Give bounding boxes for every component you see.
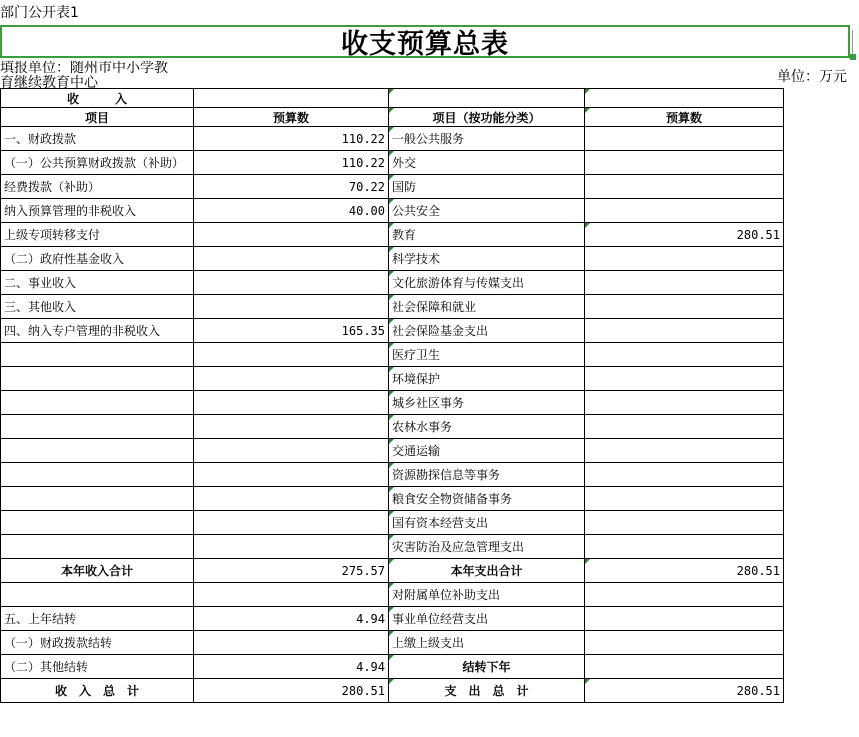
table-header-row [1, 89, 784, 108]
expense-value-cell[interactable] [585, 487, 784, 511]
expense-value-cell[interactable] [585, 631, 784, 655]
income-value-cell[interactable]: 275.57 [194, 559, 389, 583]
income-item-cell[interactable]: 三、其他收入 [1, 295, 194, 319]
expense-item-cell[interactable]: 外交 [389, 151, 585, 175]
title-cell[interactable] [0, 25, 850, 58]
table-row [1, 439, 784, 463]
income-value-cell[interactable]: 70.22 [194, 175, 389, 199]
expense-item-cell[interactable]: 粮食安全物资储备事务 [389, 487, 585, 511]
income-item-cell[interactable] [1, 415, 194, 439]
expense-value-cell[interactable] [585, 151, 784, 175]
expense-value-cell[interactable] [585, 199, 784, 223]
expense-value-cell[interactable]: 280.51 [585, 559, 784, 583]
table-row [1, 367, 784, 391]
expense-item-cell[interactable]: 社会保险基金支出 [389, 319, 585, 343]
income-value-cell[interactable] [194, 535, 389, 559]
expense-value-cell[interactable] [585, 295, 784, 319]
filler-unit: 填报单位：随州市中小学教育继续教育中心 [0, 61, 168, 89]
income-item-cell[interactable] [1, 535, 194, 559]
income-item-cell[interactable]: 一、财政拨款 [1, 127, 194, 151]
expense-item-cell[interactable]: 对附属单位补助支出 [389, 583, 585, 607]
income-item-cell[interactable]: （一）财政拨款结转 [1, 631, 194, 655]
table-row [1, 319, 784, 343]
expense-value-cell[interactable] [585, 127, 784, 151]
expense-value-cell[interactable] [585, 655, 784, 679]
table-row [1, 415, 784, 439]
income-value-cell[interactable]: 280.51 [194, 679, 389, 703]
expense-value-cell[interactable] [585, 439, 784, 463]
header-item-func[interactable]: 项目（按功能分类） [389, 108, 585, 127]
table-row [1, 583, 784, 607]
expense-item-cell[interactable]: 结转下年 [389, 655, 585, 679]
expense-item-cell[interactable]: 本年支出合计 [389, 559, 585, 583]
unit-label: 单位：万元 [777, 69, 847, 85]
page-title: 收支预算总表 [341, 29, 509, 60]
table-header-row [1, 108, 784, 127]
income-item-cell[interactable]: 纳入预算管理的非税收入 [1, 199, 194, 223]
table-row [1, 487, 784, 511]
header-budget-2[interactable]: 预算数 [585, 108, 784, 127]
income-item-cell[interactable]: 本年收入合计 [1, 559, 194, 583]
expense-item-cell[interactable]: 国有资本经营支出 [389, 511, 585, 535]
table-row [1, 679, 784, 703]
income-item-cell[interactable] [1, 463, 194, 487]
expense-value-cell[interactable]: 280.51 [585, 679, 784, 703]
income-value-cell[interactable]: 110.22 [194, 151, 389, 175]
income-header[interactable]: 收 入 [1, 89, 194, 108]
table-row [1, 655, 784, 679]
table-row [1, 271, 784, 295]
table-row [1, 223, 784, 247]
table-row [1, 151, 784, 175]
expense-item-cell[interactable]: 国防 [389, 175, 585, 199]
table-row [1, 199, 784, 223]
income-value-cell[interactable] [194, 583, 389, 607]
income-value-cell[interactable] [194, 631, 389, 655]
income-item-cell[interactable] [1, 391, 194, 415]
table-row [1, 295, 784, 319]
income-item-cell[interactable]: （一）公共预算财政拨款（补助） [1, 151, 194, 175]
income-value-cell[interactable] [194, 295, 389, 319]
income-value-cell[interactable] [194, 463, 389, 487]
income-value-cell[interactable] [194, 391, 389, 415]
income-item-cell[interactable] [1, 439, 194, 463]
expense-item-cell[interactable]: 文化旅游体育与传媒支出 [389, 271, 585, 295]
income-value-cell[interactable] [194, 511, 389, 535]
selection-fill-handle[interactable] [850, 54, 856, 60]
expense-item-cell[interactable]: 支 出 总 计 [389, 679, 585, 703]
expense-item-cell[interactable]: 一般公共服务 [389, 127, 585, 151]
income-value-cell[interactable] [194, 439, 389, 463]
income-item-cell[interactable]: 二、事业收入 [1, 271, 194, 295]
income-value-cell[interactable] [194, 415, 389, 439]
table-row [1, 607, 784, 631]
expense-value-cell[interactable] [585, 343, 784, 367]
income-item-cell[interactable]: 五、上年结转 [1, 607, 194, 631]
expense-item-cell[interactable]: 交通运输 [389, 439, 585, 463]
income-item-cell[interactable]: （二）政府性基金收入 [1, 247, 194, 271]
expense-item-cell[interactable]: 环境保护 [389, 367, 585, 391]
income-item-cell[interactable]: （二）其他结转 [1, 655, 194, 679]
expense-item-cell[interactable]: 农林水事务 [389, 415, 585, 439]
income-item-cell[interactable]: 上级专项转移支付 [1, 223, 194, 247]
income-value-cell[interactable] [194, 343, 389, 367]
income-item-cell[interactable]: 四、纳入专户管理的非税收入 [1, 319, 194, 343]
income-value-cell[interactable]: 165.35 [194, 319, 389, 343]
income-value-cell[interactable]: 4.94 [194, 655, 389, 679]
expense-value-cell[interactable] [585, 583, 784, 607]
income-value-cell[interactable] [194, 223, 389, 247]
expense-value-cell[interactable] [585, 247, 784, 271]
expense-item-cell[interactable]: 医疗卫生 [389, 343, 585, 367]
budget-table [0, 88, 784, 703]
income-item-cell[interactable] [1, 487, 194, 511]
table-row [1, 559, 784, 583]
income-value-cell[interactable] [194, 487, 389, 511]
expense-value-cell[interactable] [585, 271, 784, 295]
header-blank[interactable] [194, 89, 389, 108]
expense-item-cell[interactable]: 城乡社区事务 [389, 391, 585, 415]
income-value-cell[interactable] [194, 367, 389, 391]
table-row [1, 127, 784, 151]
header-blank[interactable] [389, 89, 585, 108]
table-row [1, 511, 784, 535]
expense-item-cell[interactable]: 公共安全 [389, 199, 585, 223]
expense-item-cell[interactable]: 事业单位经营支出 [389, 607, 585, 631]
income-item-cell[interactable] [1, 511, 194, 535]
table-row [1, 631, 784, 655]
table-row [1, 535, 784, 559]
expense-value-cell[interactable] [585, 607, 784, 631]
income-value-cell[interactable]: 40.00 [194, 199, 389, 223]
expense-item-cell[interactable]: 上缴上级支出 [389, 631, 585, 655]
expense-item-cell[interactable]: 科学技术 [389, 247, 585, 271]
expense-item-cell[interactable]: 社会保障和就业 [389, 295, 585, 319]
expense-value-cell[interactable] [585, 319, 784, 343]
expense-value-cell[interactable] [585, 175, 784, 199]
expense-item-cell[interactable]: 资源勘探信息等事务 [389, 463, 585, 487]
table-row [1, 247, 784, 271]
header-budget[interactable]: 预算数 [194, 108, 389, 127]
expense-value-cell[interactable] [585, 367, 784, 391]
expense-value-cell[interactable] [585, 415, 784, 439]
expense-value-cell[interactable] [585, 391, 784, 415]
income-item-cell[interactable]: 收 入 总 计 [1, 679, 194, 703]
income-value-cell[interactable]: 4.94 [194, 607, 389, 631]
table-row [1, 391, 784, 415]
expense-value-cell[interactable] [585, 535, 784, 559]
header-item[interactable]: 项目 [1, 108, 194, 127]
income-value-cell[interactable]: 110.22 [194, 127, 389, 151]
income-item-cell[interactable]: 经费拨款（补助） [1, 175, 194, 199]
income-item-cell[interactable] [1, 367, 194, 391]
expense-value-cell[interactable] [585, 511, 784, 535]
table-row [1, 175, 784, 199]
header-blank[interactable] [585, 89, 784, 108]
income-value-cell[interactable] [194, 271, 389, 295]
table-row [1, 463, 784, 487]
expense-item-cell[interactable]: 灾害防治及应急管理支出 [389, 535, 585, 559]
income-item-cell[interactable] [1, 343, 194, 367]
expense-value-cell[interactable]: 280.51 [585, 223, 784, 247]
sheet-label: 部门公开表1 [0, 5, 79, 21]
income-value-cell[interactable] [194, 247, 389, 271]
income-item-cell[interactable] [1, 583, 194, 607]
expense-value-cell[interactable] [585, 463, 784, 487]
table-row [1, 343, 784, 367]
expense-item-cell[interactable]: 教育 [389, 223, 585, 247]
